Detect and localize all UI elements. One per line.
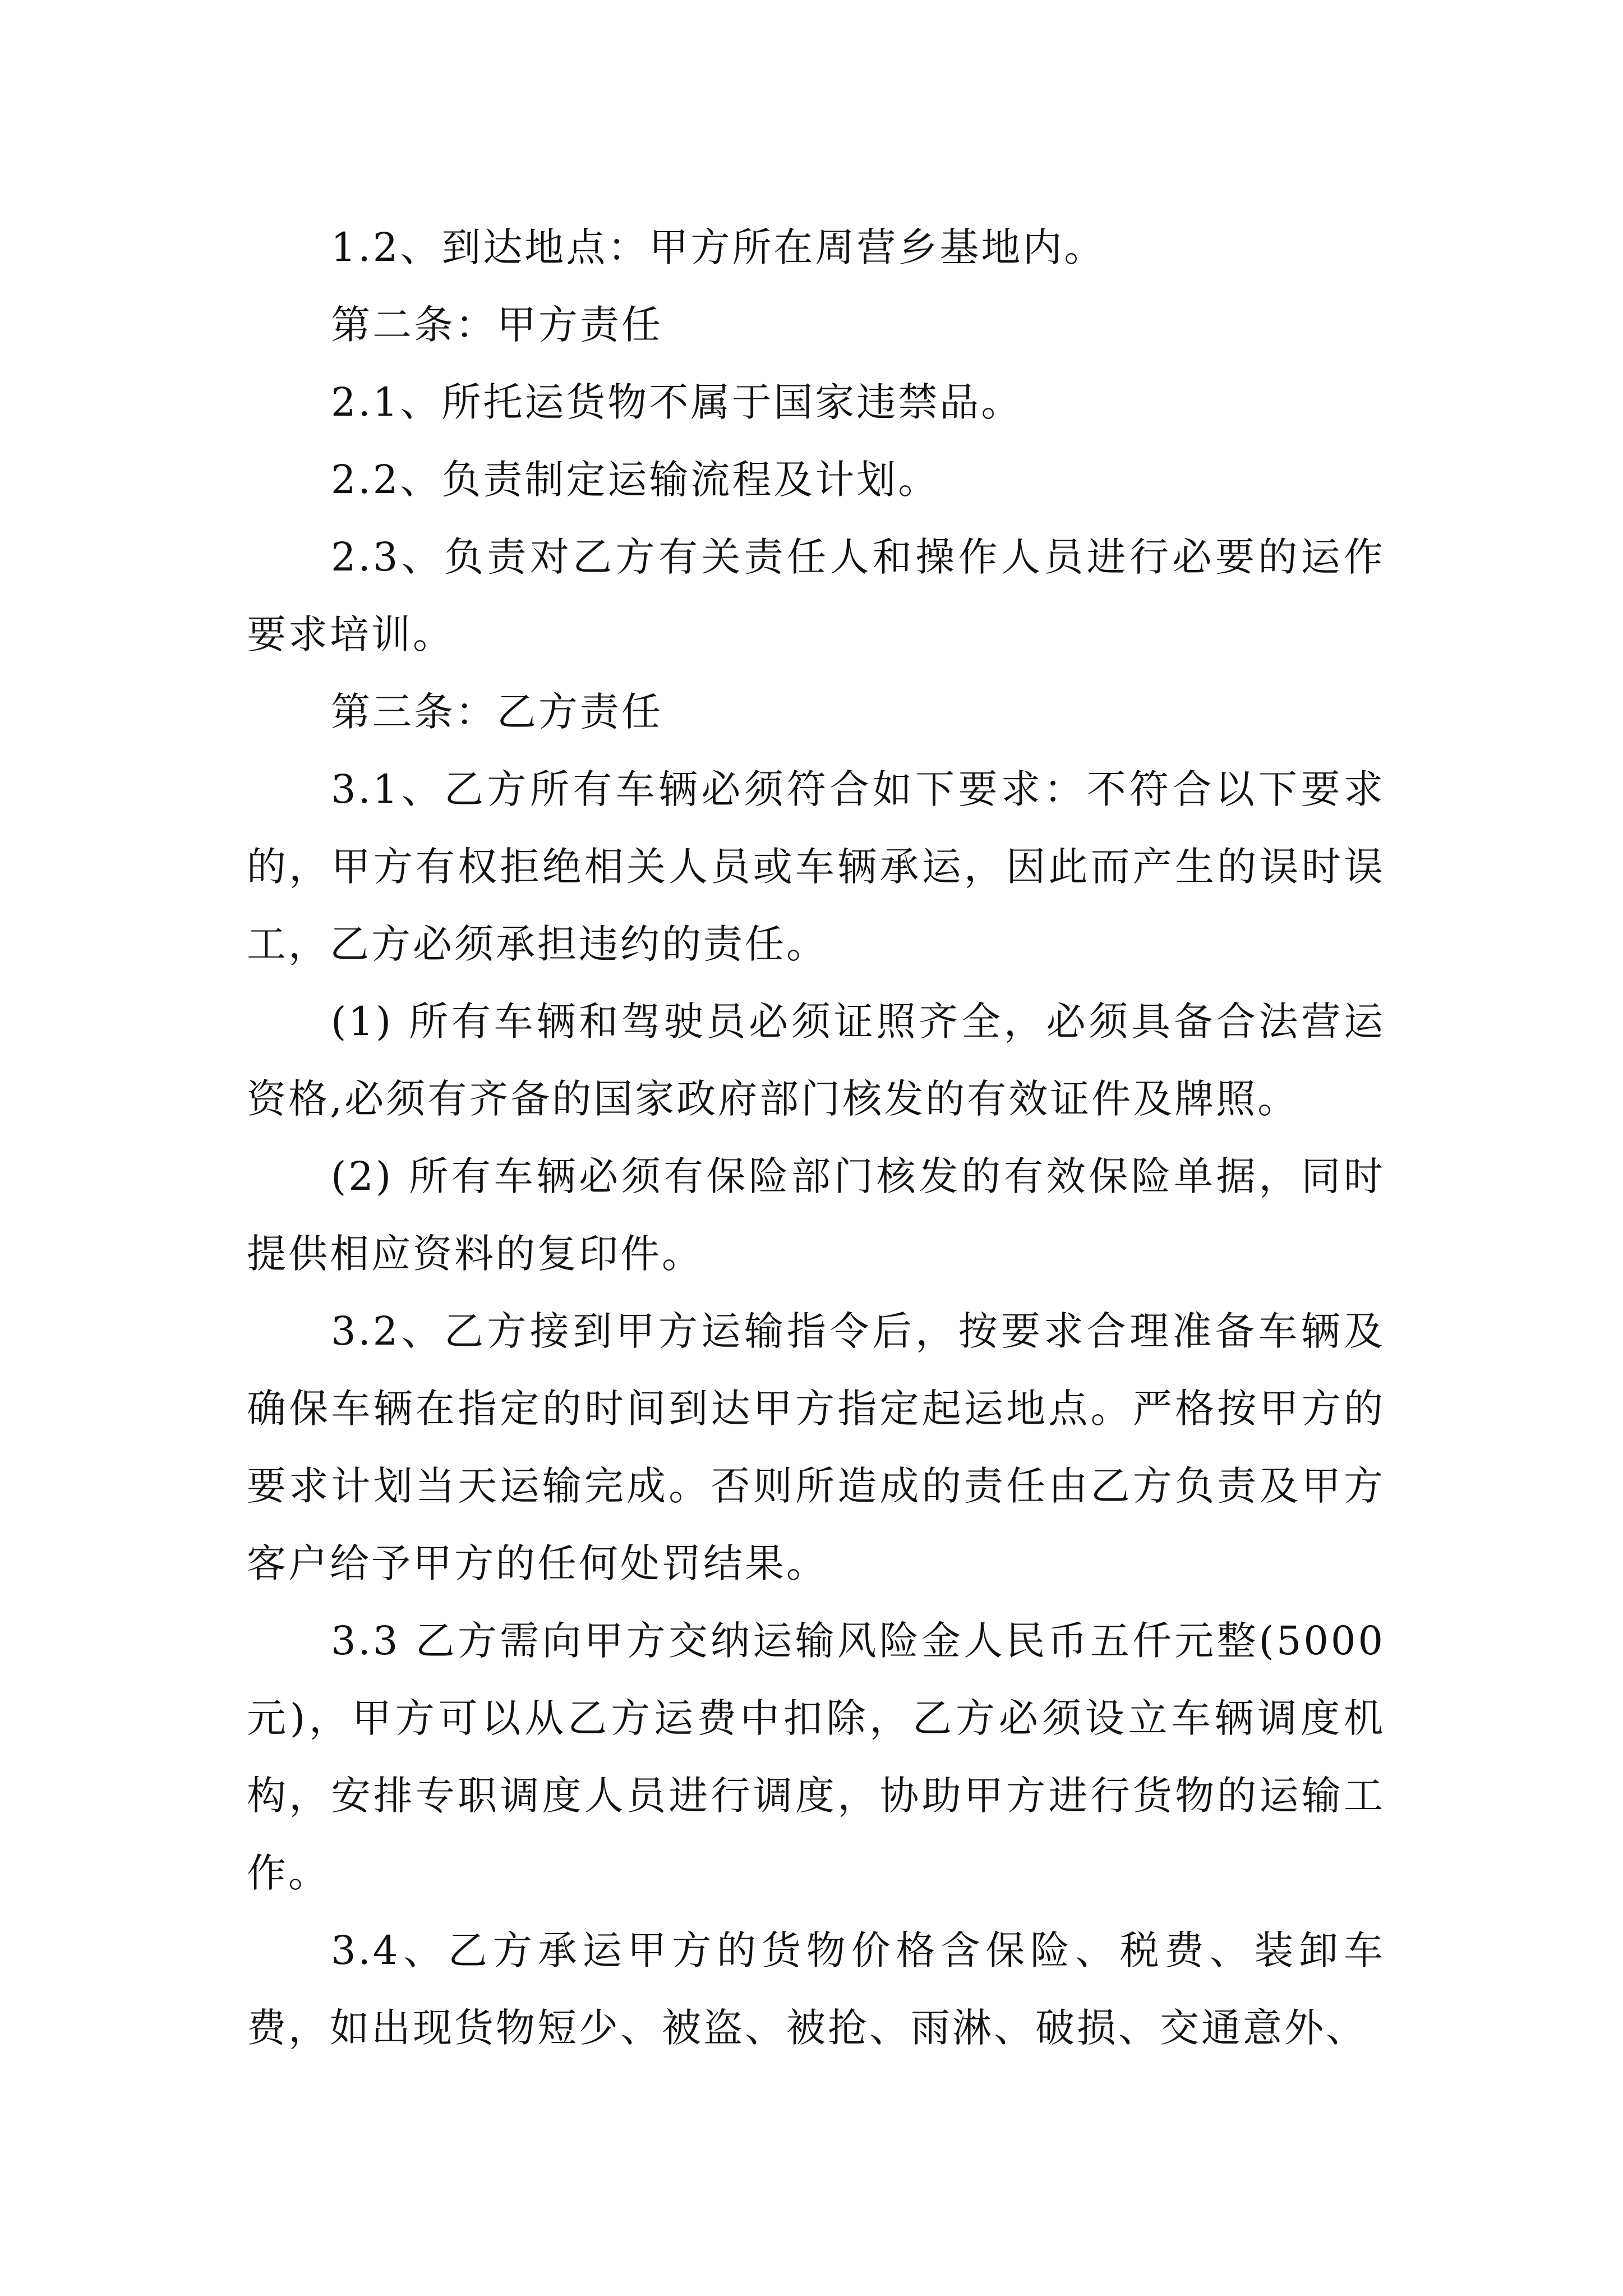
clause-1-2: 1.2、到达地点：甲方所在周营乡基地内。	[331, 224, 1106, 270]
clause-3-1-item-2: (2) 所有车辆必须有保险部门核发的有效保险单据，同时提供相应资料的复印件。	[247, 1153, 1385, 1277]
clause-2-1: 2.1、所托运货物不属于国家违禁品。	[331, 379, 1023, 425]
clause-2-3: 2.3、负责对乙方有关责任人和操作人员进行必要的运作要求培训。	[247, 534, 1385, 657]
clause-2-2: 2.2、负责制定运输流程及计划。	[331, 457, 940, 503]
clause-3-1-item-1: (1) 所有车辆和驾驶员必须证照齐全，必须具备合法营运资格,必须有齐备的国家政府部门核发的有效证件及牌照。	[247, 999, 1385, 1122]
clause-3-2: 3.2、乙方接到甲方运输指令后，按要求合理准备车辆及确保车辆在指定的时间到达甲方指定起运地点。严格按甲方的要求计划当天运输完成。否则所造成的责任由乙方负责及甲方客户给予甲方的任何处罚结果。	[247, 1308, 1385, 1586]
document-page	[247, 209, 1385, 2067]
article-3-heading: 第三条：乙方责任	[331, 689, 663, 735]
clause-3-3: 3.3 乙方需向甲方交纳运输风险金人民币五仟元整(5000 元)，甲方可以从乙方运费中扣除，乙方必须设立车辆调度机构，安排专职调度人员进行调度，协助甲方进行货物的运输工作。	[247, 1618, 1385, 1896]
clause-3-4: 3.4、乙方承运甲方的货物价格含保险、税费、装卸车费，如出现货物短少、被盗、被抢、雨淋、破损、交通意外、	[247, 1927, 1385, 2051]
article-2-heading: 第二条：甲方责任	[331, 302, 663, 348]
clause-3-1: 3.1、乙方所有车辆必须符合如下要求：不符合以下要求的，甲方有权拒绝相关人员或车辆承运，因此而产生的误时误工，乙方必须承担违约的责任。	[247, 766, 1385, 967]
